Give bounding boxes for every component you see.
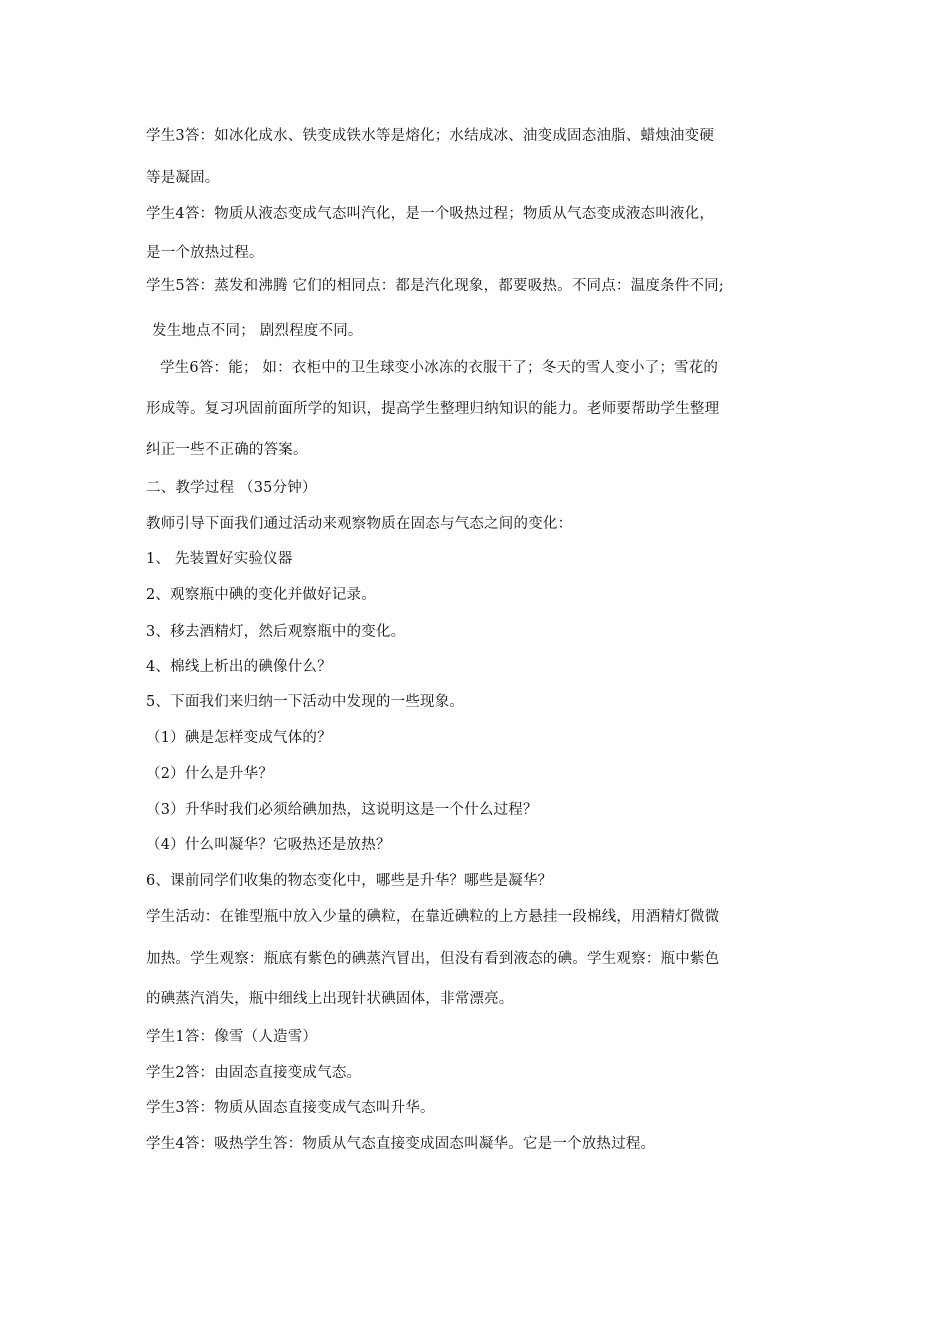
section-heading: 二、教学过程 （35分钟）: [146, 480, 317, 496]
list-item: 6、课前同学们收集的物态变化中，哪些是升华？哪些是凝华？: [146, 873, 553, 889]
sub-list-item: （4）什么叫凝华？它吸热还是放热？: [146, 837, 391, 853]
text-line: 加热。学生观察：瓶底有紫色的碘蒸汽冒出，但没有看到液态的碘。学生观察：瓶中紫色: [146, 951, 720, 967]
text-line: 学生4答：吸热学生答：物质从气态直接变成固态叫凝华。它是一个放热过程。: [146, 1136, 656, 1152]
list-item: 1、 先装置好实验仪器: [146, 551, 293, 567]
sub-list-item: （2）什么是升华？: [146, 766, 274, 782]
text-line: 学生5答：蒸发和沸腾 它们的相同点：都是汽化现象，都要吸热。不同点：温度条件不同;: [146, 278, 724, 294]
text-line: 学生6答：能； 如：衣柜中的卫生球变小冰冻的衣服干了；冬天的雪人变小了；雪花的: [160, 360, 719, 376]
text-line: 是一个放热过程。: [146, 245, 264, 261]
text-line: 学生3答：物质从固态直接变成气态叫升华。: [146, 1100, 435, 1116]
sub-list-item: （1）碘是怎样变成气体的？: [146, 730, 332, 746]
text-line: 的碘蒸汽消失，瓶中细线上出现针状碘固体，非常漂亮。: [146, 991, 514, 1007]
text-line: 纠正一些不正确的答案。: [146, 442, 308, 458]
list-item: 5、下面我们来归纳一下活动中发现的一些现象。: [146, 694, 465, 710]
text-line: 发生地点不同； 剧烈程度不同。: [152, 323, 363, 339]
text-line: 学生4答：物质从液态变成气态叫汽化，是一个吸热过程；物质从气态变成液态叫液化，: [146, 206, 715, 222]
text-line: 等是凝固。: [146, 170, 220, 186]
list-item: 3、移去酒精灯，然后观察瓶中的变化。: [146, 624, 406, 640]
text-line: 学生活动：在锥型瓶中放入少量的碘粒，在靠近碘粒的上方悬挂一段棉线，用酒精灯微微: [146, 909, 720, 925]
list-item: 4、棉线上析出的碘像什么？: [146, 659, 332, 675]
text-line: 学生3答：如冰化成水、铁变成铁水等是熔化；水结成冰、油变成固态油脂、蜡烛油变硬: [146, 128, 715, 144]
text-line: 学生1答：像雪（人造雪）: [146, 1029, 318, 1045]
text-line: 教师引导下面我们通过活动来观察物质在固态与气态之间的变化：: [146, 516, 573, 532]
text-line: 形成等。复习巩固前面所学的知识，提高学生整理归纳知识的能力。老师要帮助学生整理: [146, 401, 720, 417]
sub-list-item: （3）升华时我们必须给碘加热，这说明这是一个什么过程？: [146, 802, 538, 818]
text-line: 学生2答：由固态直接变成气态。: [146, 1065, 362, 1081]
list-item: 2、观察瓶中碘的变化并做好记录。: [146, 587, 376, 603]
